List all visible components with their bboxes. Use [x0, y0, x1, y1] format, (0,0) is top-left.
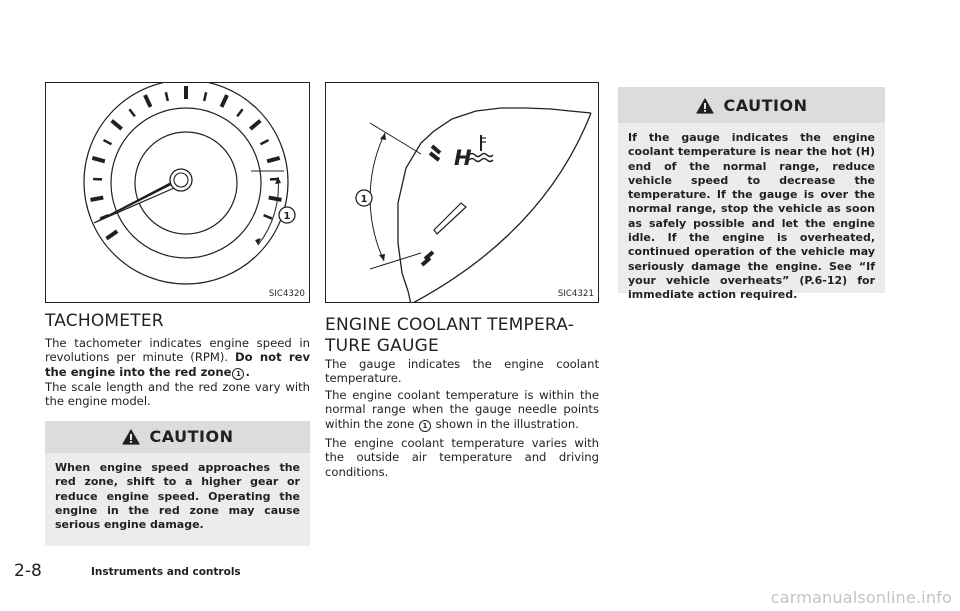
tach-tick-mark: [107, 231, 118, 238]
tach-tick-mark: [90, 198, 103, 200]
coolant-gauge-illustration: [326, 83, 599, 303]
tach-tick-mark: [237, 109, 242, 116]
tachometer-heading: TACHOMETER: [45, 311, 164, 331]
tach-tick-mark: [129, 109, 134, 116]
tachometer-p1-end: .: [245, 364, 250, 379]
tach-tick-mark: [204, 92, 206, 101]
tach-tick-mark: [250, 121, 260, 129]
tach-tick-mark: [221, 95, 226, 107]
callout-circle-icon: 1: [419, 420, 431, 432]
caution-title: CAUTION: [723, 96, 808, 115]
tach-tick-mark: [145, 95, 150, 107]
coolant-gauge-figure: [325, 82, 599, 303]
warning-triangle-icon: [696, 98, 714, 114]
coolant-paragraph-1: The gauge indicates the engine coolant temperature.: [325, 357, 599, 386]
hot-label: H: [454, 146, 472, 170]
caution-header: [618, 87, 885, 123]
coolant-p2-text: The engine coolant temperature is within the normal range when the gauge needle points within the zone: [325, 388, 599, 431]
tachometer-paragraph-2: The scale length and the red zone vary with the engine model.: [45, 380, 310, 409]
coolant-paragraph-2: [325, 388, 599, 432]
tachometer-p1-bold: Do not rev the engine into the red zone: [45, 350, 311, 379]
caution-header: [45, 421, 310, 453]
coolant-temperature-icon: [469, 135, 493, 162]
coolant-gauge-heading: [325, 315, 599, 357]
watermark: carmanualsonline.info: [770, 588, 952, 607]
tachometer-illustration: [46, 83, 310, 303]
tach-tick-mark: [112, 121, 122, 129]
tach-tick-mark: [269, 198, 282, 200]
tach-tick-mark: [261, 140, 269, 144]
callout-circle-icon: 1: [232, 368, 244, 380]
coolant-heading-line2: TURE GAUGE: [325, 336, 439, 356]
tach-tick-mark: [264, 215, 272, 218]
caution-text: If the gauge indicates the engine coolant temperature is near the hot (H) end of the normal range, reduce vehicle speed to decrease the temperature. If the gauge is over the normal range, stop the vehicle as soon as safely possible and let the engine idle. If the engine is overheated, continued operation of the vehicle may seriously damage the engine. See “If your vehicle overheats” (P.6-12) for immediate action required.: [628, 131, 875, 302]
figure-code: SIC4321: [557, 289, 594, 299]
caution-title: CAUTION: [149, 427, 234, 446]
section-title: Instruments and controls: [91, 566, 241, 578]
tach-tick-mark: [104, 140, 112, 144]
tach-tick-mark: [92, 158, 105, 161]
tachometer-p1-text: The tachometer indicates engine speed in revolutions per minute (RPM).: [45, 336, 310, 365]
tachometer-caution-box: [45, 421, 310, 546]
tach-callout-number: 1: [283, 211, 291, 222]
figure-code: SIC4320: [268, 289, 305, 299]
tachometer-paragraph-1: [45, 336, 310, 380]
tach-tick-mark: [267, 158, 280, 161]
coolant-paragraph-3: The engine coolant temperature varies with the outside air temperature and driving conditions.: [325, 436, 599, 479]
coolant-p2-end: shown in the illustration.: [435, 416, 579, 431]
warning-triangle-icon: [122, 429, 140, 445]
page-number: 2-8: [14, 561, 42, 581]
coolant-callout-number: 1: [360, 194, 368, 205]
tach-tick-mark: [166, 92, 168, 101]
coolant-heading-line1: ENGINE COOLANT TEMPERA-: [325, 315, 575, 335]
tachometer-figure: [45, 82, 310, 303]
caution-text: When engine speed approaches the red zone, shift to a higher gear or reduce engine speed. Operating the engine in the red zone may cause serious engine damage.: [55, 461, 300, 532]
coolant-caution-box: [618, 87, 885, 302]
